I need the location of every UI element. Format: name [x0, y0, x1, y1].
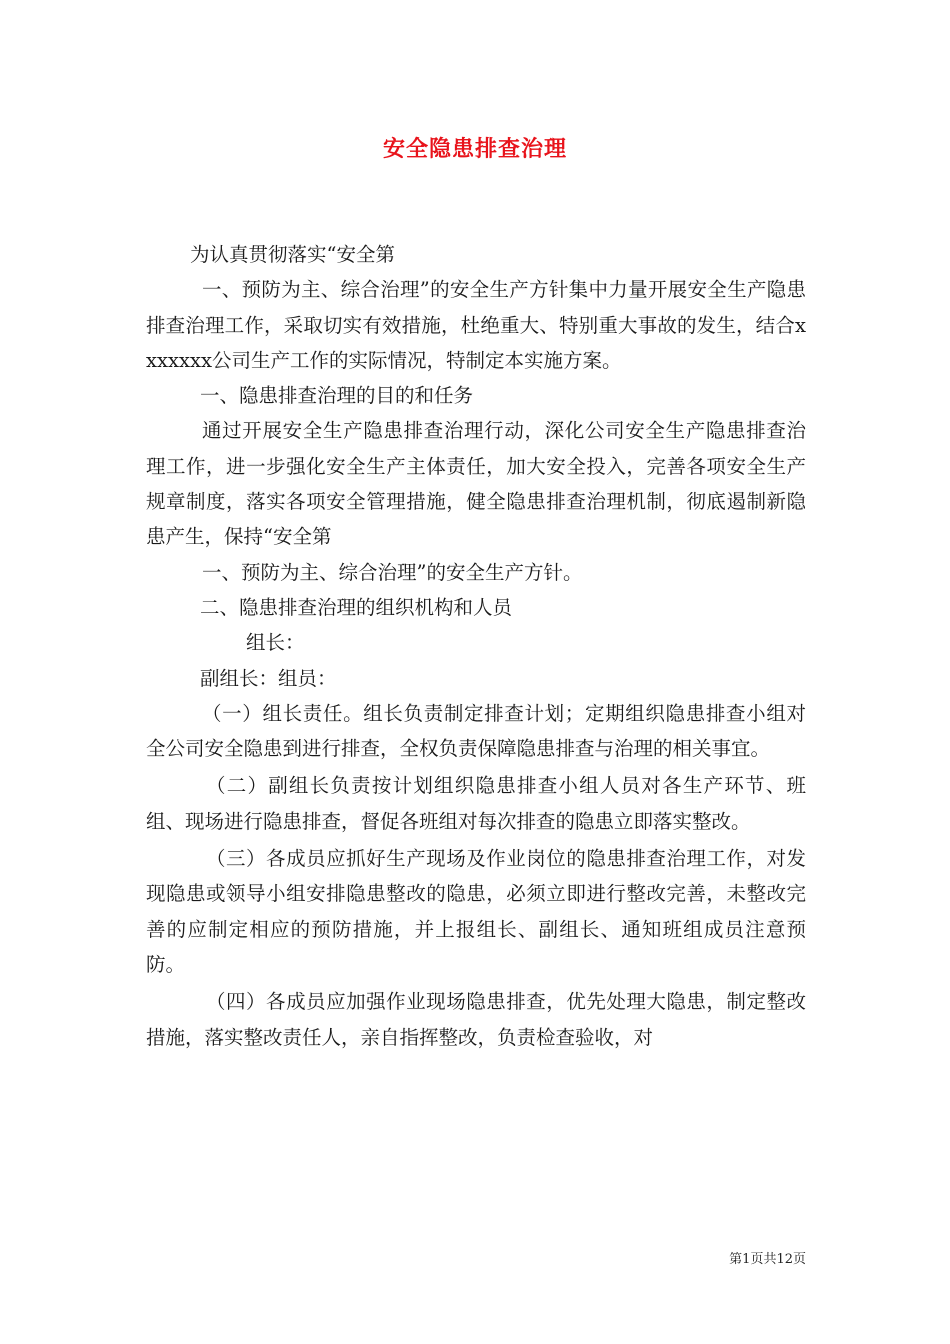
deputy-members-line: 副组长：组员：	[200, 666, 337, 690]
paragraph-section-1-body: 通过开展安全生产隐患排查治理行动，深化公司安全生产隐患排查治理工作，进一步强化安全生产主体责任，加大安全投入，完善各项安全生产规章制度，落实各项安全管理措施，健全隐患排查治理机制，彻底遏制新隐患产生，保持“安全第	[146, 419, 806, 549]
paragraph-duty-1: （一）组长责任。组长负责制定排查计划；定期组织隐患排查小组对全公司安全隐患到进行排查，全权负责保障隐患排查与治理的相关事宜。	[146, 701, 806, 761]
paragraph-duty-4: （四）各成员应加强作业现场隐患排查，优先处理大隐患，制定整改措施，落实整改责任人，亲自指挥整改，负责检查验收，对	[146, 990, 806, 1049]
group-leader-line: 组长：	[246, 631, 305, 655]
paragraph-duty-3: （三）各成员应抓好生产现场及作业岗位的隐患排查治理工作，对发现隐患或领导小组安排隐患整改的隐患，必须立即进行整改完善，未整改完善的应制定相应的预防措施，并上报组长、副组长、通知班组成员注意预防。	[146, 847, 806, 976]
paragraph-intro: 为认真贯彻落实“安全第	[190, 243, 395, 266]
paragraph-duty-2: （二）副组长负责按计划组织隐患排查小组人员对各生产环节、班组、现场进行隐患排查，督促各班组对每次排查的隐患立即落实整改。	[146, 774, 806, 833]
paragraph-policy: 一、预防为主、综合治理”的安全生产方针集中力量开展安全生产隐患排查治理工作，采取切实有效措施，杜绝重大、特别重大事故的发生，结合xxxxxxx公司生产工作的实际情况，特制定本实施方案。	[146, 278, 806, 372]
document-title: 安全隐患排查治理	[382, 136, 567, 162]
paragraph-policy-repeat: 一、预防为主、综合治理”的安全生产方针。	[202, 560, 583, 584]
document-body	[146, 237, 806, 1055]
page-number: 第1页共12页	[729, 1252, 806, 1267]
heading-section-2: 二、隐患排查治理的组织机构和人员	[200, 595, 513, 619]
heading-section-1: 一、隐患排查治理的目的和任务	[200, 384, 474, 408]
